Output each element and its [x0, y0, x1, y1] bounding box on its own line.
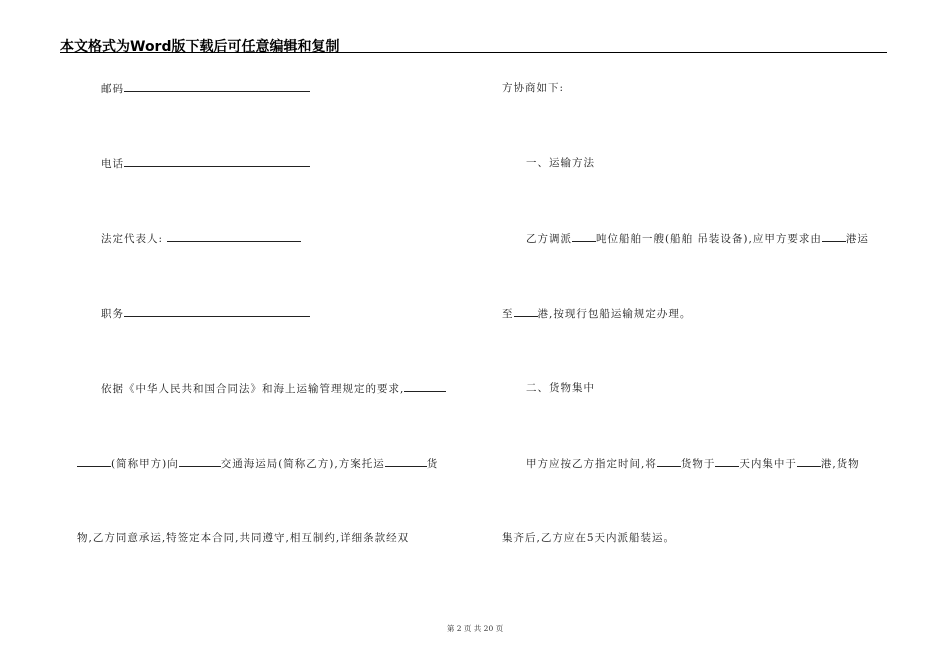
section-1-line-2	[502, 305, 691, 321]
blank	[657, 455, 681, 467]
blank	[179, 455, 221, 467]
legal-rep-blank	[167, 230, 301, 242]
position-label: 职务	[101, 308, 124, 320]
blank	[572, 230, 596, 242]
blank	[404, 380, 446, 392]
postcode-field	[101, 80, 310, 96]
paragraph-text: 货	[426, 458, 439, 470]
paragraph-text: (简称甲方)向	[111, 458, 179, 470]
position-blank	[124, 305, 310, 317]
blank	[77, 455, 111, 467]
page-number: 第 2 页 共 20 页	[446, 624, 504, 633]
paragraph-text: 吨位船舶一艘(船舶 吊装设备),应甲方要求由	[596, 233, 822, 245]
legal-rep-label: 法定代表人:	[101, 233, 164, 245]
paragraph-text: 甲方应按乙方指定时间,将	[526, 458, 657, 470]
paragraph-text: 交通海运局(简称乙方),方案托运	[220, 458, 385, 470]
header-divider	[60, 52, 887, 53]
paragraph-text: 天内集中于	[739, 458, 797, 470]
paragraph-text: 乙方调派	[526, 233, 572, 245]
right-line-1: 方协商如下:	[502, 82, 565, 94]
blank	[514, 305, 538, 317]
phone-field	[101, 155, 310, 171]
paragraph-text: 港运	[845, 233, 869, 245]
blank	[822, 230, 846, 242]
section-2-title: 二、货物集中	[526, 382, 595, 394]
section-1-line-1	[526, 230, 869, 246]
postcode-blank	[124, 80, 310, 92]
phone-label: 电话	[101, 158, 124, 170]
section-1-title: 一、运输方法	[526, 157, 595, 169]
paragraph-text: 至	[502, 308, 514, 320]
paragraph-line-1	[101, 380, 446, 396]
blank	[385, 455, 427, 467]
paragraph-text: 依据《中华人民共和国合同法》和海上运输管理规定的要求,	[101, 383, 405, 395]
page-header-title: 本文格式为Word版下载后可任意编辑和复制	[60, 39, 340, 55]
postcode-label: 邮码	[101, 83, 124, 95]
position-field	[101, 305, 310, 321]
paragraph-line-3: 物,乙方同意承运,特签定本合同,共同遵守,相互制约,详细条款经双	[77, 532, 410, 544]
paragraph-line-2	[77, 455, 438, 471]
paragraph-text: 港,按现行包船运输规定办理。	[537, 308, 692, 320]
phone-blank	[124, 155, 310, 167]
blank	[797, 455, 821, 467]
legal-rep-field	[101, 230, 301, 246]
section-2-line-1	[526, 455, 860, 471]
blank	[715, 455, 739, 467]
paragraph-text: 货物于	[680, 458, 716, 470]
paragraph-text: 港,货物	[820, 458, 860, 470]
section-2-line-2: 集齐后,乙方应在5天内派船装运。	[502, 532, 676, 544]
